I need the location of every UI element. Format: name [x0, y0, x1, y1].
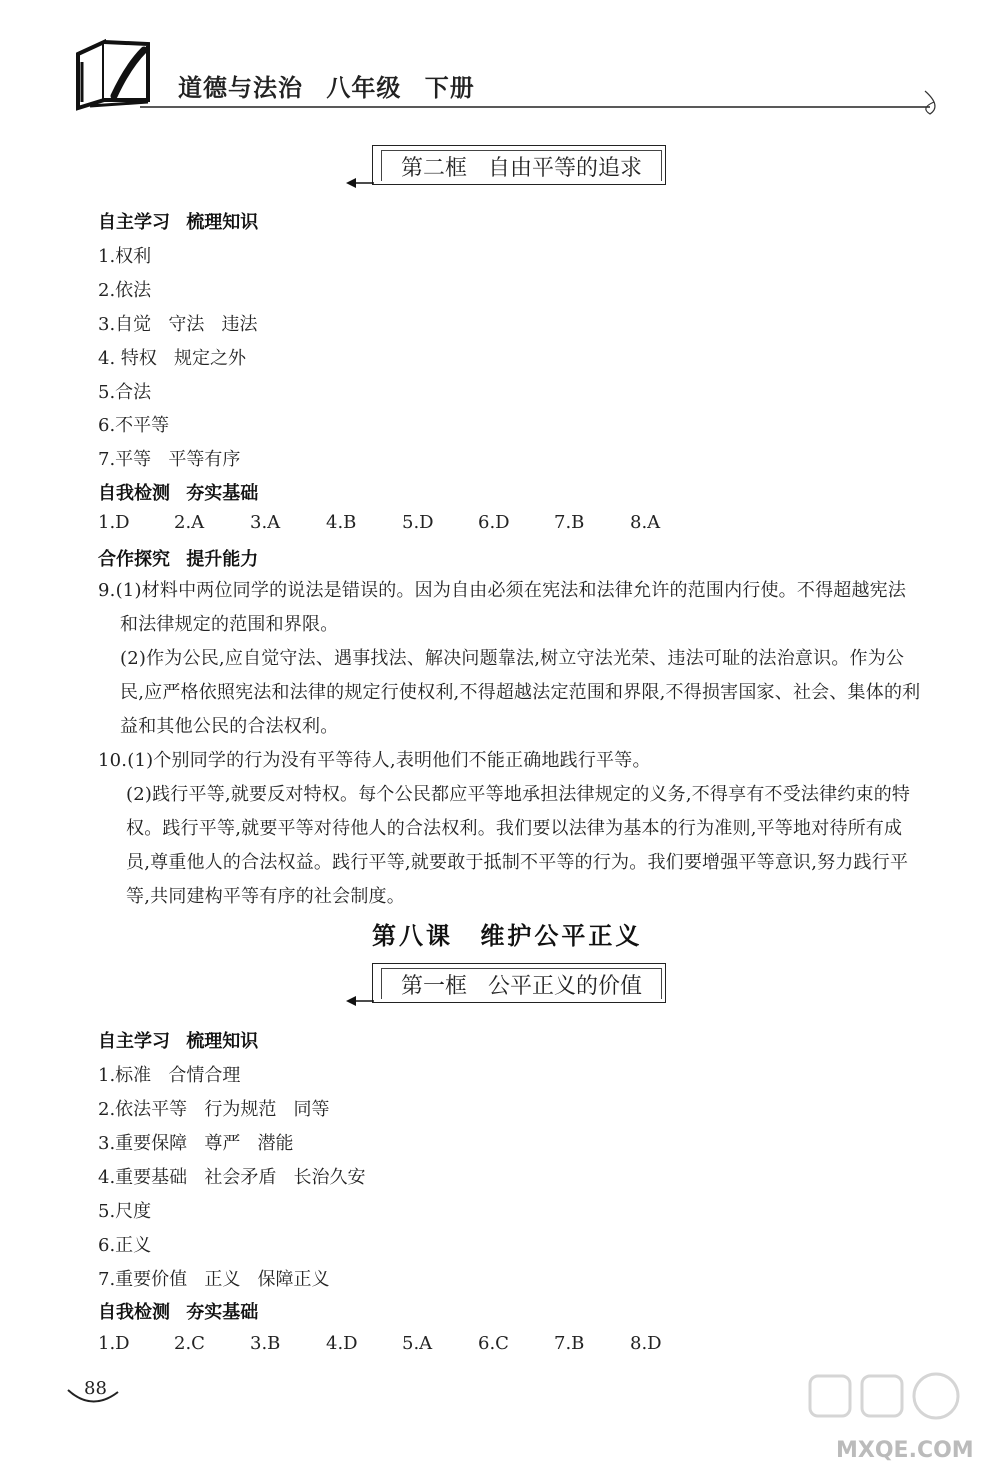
- list-item: 5.尺度: [98, 1201, 152, 1222]
- list-item: 4. 特权 规定之外: [98, 348, 247, 369]
- watermark-text: MXQE.COM: [836, 1438, 974, 1463]
- page-number: 88: [84, 1378, 107, 1399]
- page-number-curve-icon: [66, 1386, 120, 1410]
- frame-title-box: [372, 145, 666, 185]
- frame-title: 第一框 公平正义的价值: [381, 968, 662, 999]
- list-item: 1.权利: [98, 246, 152, 267]
- list-item: 7.平等 平等有序: [98, 449, 241, 470]
- arrow-left-icon: [346, 995, 374, 1007]
- list-item: 6.正义: [98, 1235, 152, 1256]
- answer: 1.D: [98, 1333, 130, 1354]
- section-heading: 合作探究 提升能力: [98, 549, 259, 570]
- list-item: 6.不平等: [98, 415, 170, 436]
- lesson-title: 第八课 维护公平正义: [372, 921, 643, 950]
- section-heading: 自主学习 梳理知识: [98, 212, 259, 233]
- arrow-left-icon: [346, 177, 374, 189]
- answer: 3.B: [250, 1333, 281, 1354]
- answer: 6.C: [478, 1333, 509, 1354]
- list-item: 3.自觉 守法 违法: [98, 314, 258, 335]
- answer-paragraph: [98, 574, 924, 642]
- header-title: 道德与法治 八年级 下册: [178, 74, 475, 102]
- list-item: 2.依法: [98, 280, 152, 301]
- answer: 2.A: [174, 512, 205, 533]
- answer-row: [98, 1333, 706, 1354]
- answer: 8.A: [630, 512, 661, 533]
- q9-part1: 9.(1)材料中两位同学的说法是错误的。因为自由必须在宪法和法律允许的范围内行使。不得超越宪法和法律规定的范围和界限。: [98, 580, 907, 635]
- answer: 7.B: [554, 512, 585, 533]
- list-item: 7.重要价值 正义 保障正义: [98, 1269, 330, 1290]
- section-heading: 自我检测 夯实基础: [98, 1302, 259, 1323]
- list-item: 5.合法: [98, 382, 152, 403]
- page-header: [70, 36, 950, 116]
- answer: 2.C: [174, 1333, 205, 1354]
- frame-title-box: [372, 963, 666, 1003]
- answer: 1.D: [98, 512, 130, 533]
- answer: 4.D: [326, 1333, 358, 1354]
- header-rule-icon: [70, 36, 950, 116]
- q9-part2: (2)作为公民,应自觉守法、遇事找法、解决问题靠法,树立守法光荣、违法可耻的法治意识。作为公民,应严格依照宪法和法律的规定行使权利,不得超越法定范围和界限,不得损害国家、社会、集体的利益和其他公民的合法权利。: [120, 648, 921, 737]
- answer: 3.A: [250, 512, 281, 533]
- section-heading: 自我检测 夯实基础: [98, 483, 259, 504]
- list-item: 1.标准 合情合理: [98, 1065, 241, 1086]
- q10-part1: 10.(1)个别同学的行为没有平等待人,表明他们不能正确地践行平等。: [98, 750, 651, 771]
- answer: 7.B: [554, 1333, 585, 1354]
- q10-part2: (2)践行平等,就要反对特权。每个公民都应平等地承担法律规定的义务,不得享有不受法律约束的特权。践行平等,就要平等对待他人的合法权利。我们要以法律为基本的行为准则,平等地对待所有成员,尊重他人的合法权益。践行平等,就要敢于抵制不平等的行为。我们要增强平等意识,努力践行平等,共同建构平等有序的社会制度。: [126, 784, 911, 907]
- answer: 8.D: [630, 1333, 662, 1354]
- frame-title: 第二框 自由平等的追求: [381, 150, 662, 181]
- answer: 6.D: [478, 512, 510, 533]
- watermark-logo-icon: [806, 1370, 986, 1440]
- answer-row: [98, 512, 706, 533]
- list-item: 2.依法平等 行为规范 同等: [98, 1099, 330, 1120]
- answer: 5.A: [402, 1333, 433, 1354]
- list-item: 4.重要基础 社会矛盾 长治久安: [98, 1167, 366, 1188]
- answer: 4.B: [326, 512, 357, 533]
- list-item: 3.重要保障 尊严 潜能: [98, 1133, 294, 1154]
- answer: 5.D: [402, 512, 434, 533]
- section-heading: 自主学习 梳理知识: [98, 1031, 259, 1052]
